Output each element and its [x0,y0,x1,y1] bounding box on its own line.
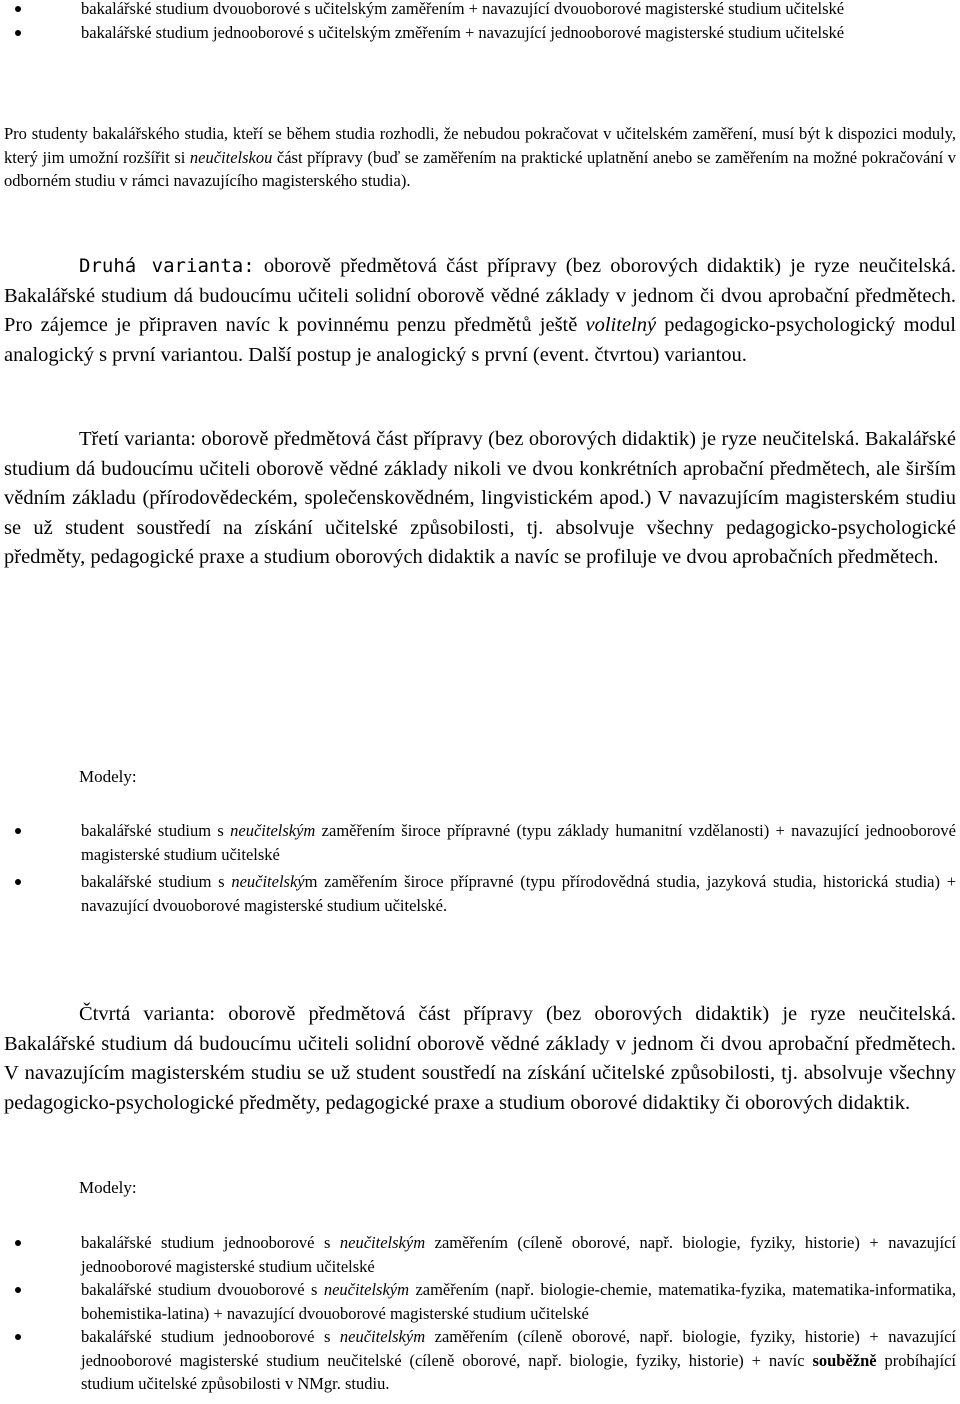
paragraph-second-variant: Druhá varianta: oborově předmětová část přípravy (bez oborových didaktik) je ryze neučitelská. Bakalářské studium dá budoucímu učiteli solidní oborově vědné základy v jednom či dvou aprobační předmětech. Pro zájemce je připraven navíc k povinnému penzu předmětů ještě volitelný pedagogicko-psychologický modul analogický s první variantou. Další postup je analogický s první (event. čtvrtou) variantou. [4,255,956,366]
bullet-icon [15,828,21,834]
models-list-third-variant [0,819,956,917]
bullet-icon [15,1240,21,1246]
list-item: bakalářské studium dvouoborové s učitelským zaměřením + navazující dvouoborové magisterské studium učitelské [0,0,956,21]
bullet-icon [15,30,21,36]
paragraph-fourth-variant: Čtvrtá varianta: oborově předmětová část přípravy (bez oborových didaktik) je ryze neučitelská. Bakalářské studium dá budoucímu učiteli solidní oborově vědné základy v jednom či dvou aprobační předmětech. V navazujícím magisterském studiu se už student soustředí na získání učitelské způsobilosti, tj. absolvuje všechny pedagogicko-psychologické předměty, pedagogické praxe a studium oborové didaktiky či oborových didaktik. [4,1003,956,1114]
models-label: Modely: [79,767,137,786]
models-label: Modely: [79,1178,137,1197]
models-list-fourth-variant [0,1231,956,1396]
list-item: bakalářské studium s neučitelským zaměřením široce přípravné (typu přírodovědná studia, jazyková studia, historická studia) + navazující dvouoborové magisterské studium učitelské. [0,870,956,917]
list-item: bakalářské studium jednooborové s neučitelským zaměřením (cíleně oborové, např. biologie, fyziky, historie) + navazující jednooborové magisterské studium učitelské [0,1231,956,1278]
bullet-icon [15,1334,21,1340]
paragraph-non-teaching-modules: Pro studenty bakalářského studia, kteří se během studia rozhodli, že nebudou pokračovat v učitelském zaměření, musí být k dispozici moduly, který jim umožní rozšířit si neučitelskou část přípravy (buď se zaměřením na praktické uplatnění anebo se zaměřením na možné pokračování v odborném studiu v rámci navazujícího magisterského studia). [4,124,956,190]
list-item: bakalářské studium jednooborové s neučitelským zaměřením (cíleně oborové, např. biologie, fyziky, historie) + navazující jednooborové magisterské studium neučitelské (cíleně oborové, např. biologie, fyziky, historie) + navíc souběžně probíhající studium učitelské způsobilosti v NMgr. studiu. [0,1325,956,1396]
bullet-icon [15,879,21,885]
top-bullet-list [0,0,956,44]
list-item: bakalářské studium s neučitelským zaměřením široce přípravné (typu základy humanitní vzdělanosti) + navazující jednooborové magisterské studium učitelské [0,819,956,866]
list-item: bakalářské studium jednooborové s učitelským změřením + navazující jednooborové magisterské studium učitelské [0,21,956,45]
bullet-icon [15,1287,21,1293]
list-item: bakalářské studium dvouoborové s neučitelským zaměřením (např. biologie-chemie, matematika-fyzika, matematika-informatika, bohemistika-latina) + navazující dvouoborové magisterské studium učitelské [0,1278,956,1325]
paragraph-third-variant: Třetí varianta: oborově předmětová část přípravy (bez oborových didaktik) je ryze neučitelská. Bakalářské studium dá budoucímu učiteli oborově vědné základy nikoli ve dvou konkrétních aprobační předmětech, ale širším vědním základu (přírodovědeckém, společenskovědném, lingvistickém apod.) V navazujícím magisterském studiu se už student soustředí na získání učitelské způsobilosti, tj. absolvuje všechny pedagogicko-psychologické předměty, pedagogické praxe a studium oborových didaktik a navíc se profiluje ve dvou aprobačních předmětech. [4,428,956,568]
bullet-icon [15,6,21,12]
